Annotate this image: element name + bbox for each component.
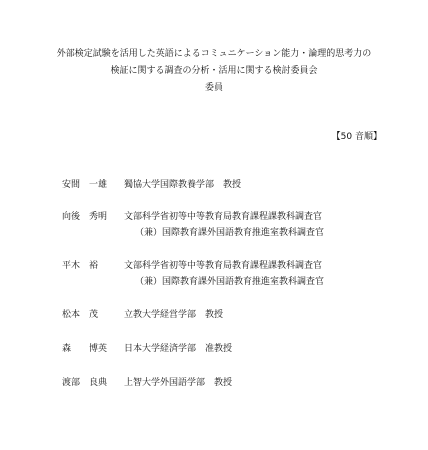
committee-title	[0, 46, 428, 97]
member-row	[62, 258, 402, 290]
title-line-2: 検証に関する調査の分析・活用に関する検討委員会	[110, 66, 318, 76]
member-affiliation: 獨協大学国際教養学部 教授	[124, 180, 242, 190]
member-affiliations	[124, 341, 232, 357]
member-affiliation-concurrent: （兼）国際教育課外国語教育推進室教科調査官	[135, 228, 325, 238]
member-name: 松本 茂	[62, 310, 99, 320]
member-affiliation: 日本大学経済学部 准教授	[124, 344, 233, 354]
member-affiliations	[124, 375, 232, 391]
member-row	[62, 209, 402, 241]
member-affiliations	[124, 258, 324, 290]
member-row	[62, 177, 402, 193]
order-note: 【50 音順】	[331, 132, 382, 142]
member-name: 平木 裕	[62, 261, 99, 271]
title-line-1: 外部検定試験を活用した英語によるコミュニケーション能力・論理的思考力の	[56, 49, 372, 59]
title-line-3: 委員	[204, 83, 223, 93]
member-name: 森 博英	[62, 344, 108, 354]
member-affiliation: 文部科学省初等中等教育局教育課程課教科調査官	[124, 212, 323, 222]
member-affiliation: 立教大学経営学部 教授	[124, 310, 224, 320]
member-name: 渡部 良典	[62, 378, 108, 388]
member-affiliation: 上智大学外国語学部 教授	[124, 378, 233, 388]
member-name: 向後 秀明	[62, 212, 108, 222]
member-affiliation-concurrent: （兼）国際教育課外国語教育推進室教科調査官	[135, 277, 325, 287]
member-name: 安間 一雄	[62, 180, 108, 190]
member-affiliations	[124, 177, 241, 193]
member-affiliation: 文部科学省初等中等教育局教育課程課教科調査官	[124, 261, 323, 271]
member-row	[62, 341, 402, 357]
member-affiliations	[124, 209, 324, 241]
member-row	[62, 375, 402, 391]
member-affiliations	[124, 307, 223, 323]
member-list	[62, 177, 402, 391]
member-row	[62, 307, 402, 323]
